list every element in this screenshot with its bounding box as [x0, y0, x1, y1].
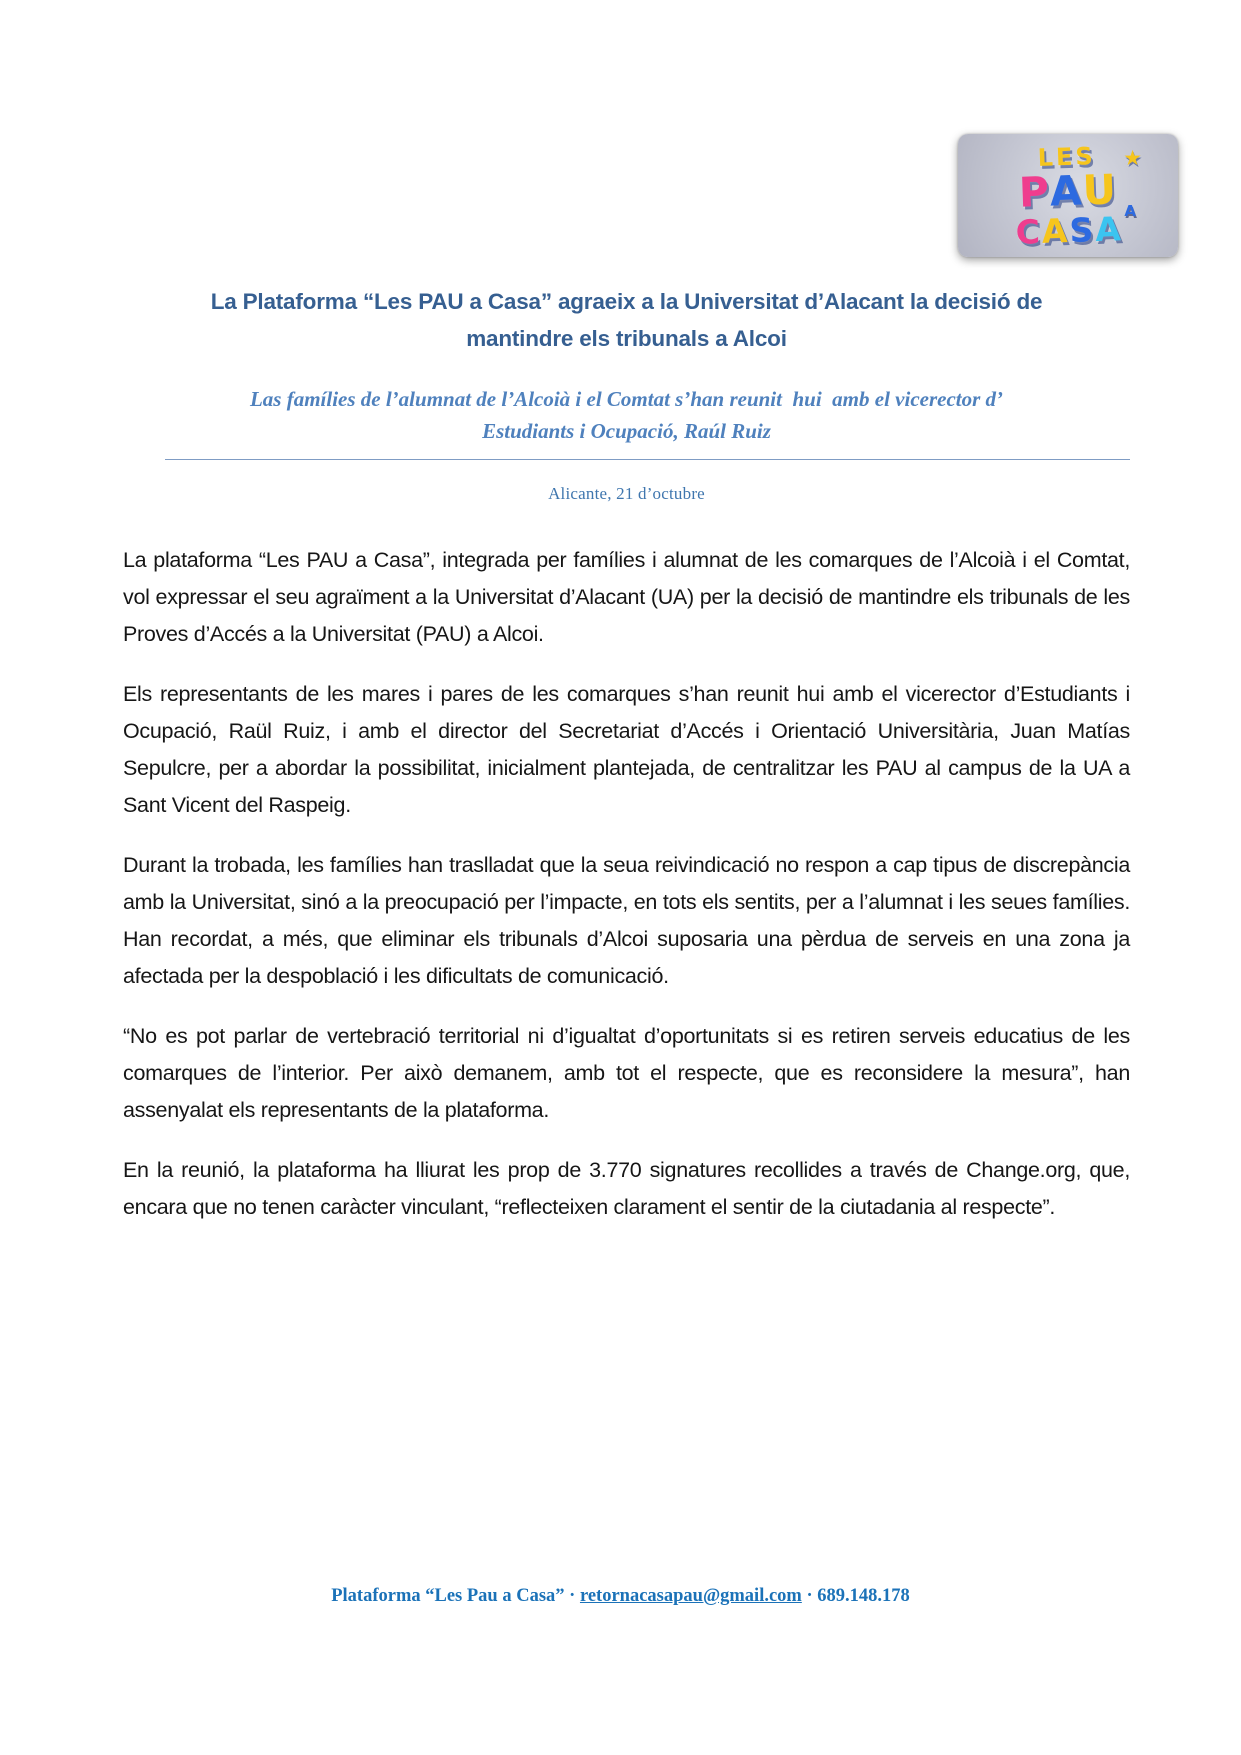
document-content — [123, 0, 1130, 1249]
dateline: Alicante, 21 d’octubre — [548, 484, 705, 503]
logo-row-casa: CASA — [1015, 208, 1124, 252]
paragraph-3: Durant la trobada, les famílies han traslladat que la seua reivindicació no respon a cap tipus de discrepància amb la Universitat, sinó a la preocupació per l’impacte, en tots els sentits, per a l’alumnat i les seues famílies. Han recordat, a més, que eliminar els tribunals d’Alcoi suposaria una pèrdua de serveis en una zona ja afectada per la despoblació i les dificultats de comunicació. — [123, 853, 1130, 988]
footer-separator-2: · — [806, 1586, 813, 1606]
article-body — [123, 542, 1130, 1226]
footer-org: Plataforma “Les Pau a Casa” — [331, 1586, 565, 1606]
footer-separator-1: · — [569, 1586, 576, 1606]
page-title — [123, 283, 1130, 357]
paragraph-4: “No es pot parlar de vertebració territorial ni d’igualtat d’oportunitats si es retiren serveis educatius de les comarques de l’interior. Per això demanem, amb tot el respecte, que es reconsidere la mesura”, han assenyalat els representants de la plataforma. — [123, 1024, 1130, 1122]
page-subtitle-line1: Las famílies de l’alumnat de l’Alcoià i el Comtat s’han reunit hui amb el vicerector d’ — [249, 387, 1004, 411]
paragraph-5: En la reunió, la plataforma ha lliurat les prop de 3.770 signatures recollides a través de Change.org, que, encara que no tenen caràcter vinculant, “reflecteixen clarament el sentir de la ciutadania al respecte”. — [123, 1158, 1130, 1219]
footer-email-link[interactable]: retornacasapau@gmail.com — [579, 1586, 802, 1606]
footer-phone: 689.148.178 — [817, 1586, 910, 1606]
page-title-line2: mantindre els tribunals a Alcoi — [466, 326, 787, 351]
subtitle-divider — [165, 459, 1130, 460]
page-subtitle — [123, 383, 1130, 447]
page-title-line1: La Plataforma “Les PAU a Casa” agraeix a la Universitat d’Alacant la decisió de — [210, 289, 1043, 314]
star-icon: ★ — [1123, 147, 1142, 170]
paragraph-1: La plataforma “Les PAU a Casa”, integrada per famílies i alumnat de les comarques de l’Alcoià i el Comtat, vol expressar el seu agraïment a la Universitat d’Alacant (UA) per la decisió de mantindre els tribunals de les Proves d’Accés a la Universitat (PAU) a Alcoi. — [123, 548, 1130, 646]
logo-small-a: A — [1124, 202, 1136, 220]
page-footer — [0, 1586, 1241, 1607]
logo-row-les: LES — [1037, 141, 1097, 172]
paragraph-2: Els representants de les mares i pares de les comarques s’han reunit hui amb el vicerector d’Estudiants i Ocupació, Raül Ruiz, i amb el director del Secretariat d’Accés i Orientació Universitària, Juan Matías Sepulcre, per a abordar la possibilitat, inicialment plantejada, de centralitzar les PAU al campus de la UA a Sant Vicent del Raspeig. — [123, 682, 1130, 817]
page-subtitle-line2: Estudiants i Ocupació, Raúl Ruiz — [482, 419, 771, 443]
logo-row-pau: PAU — [1017, 164, 1118, 217]
